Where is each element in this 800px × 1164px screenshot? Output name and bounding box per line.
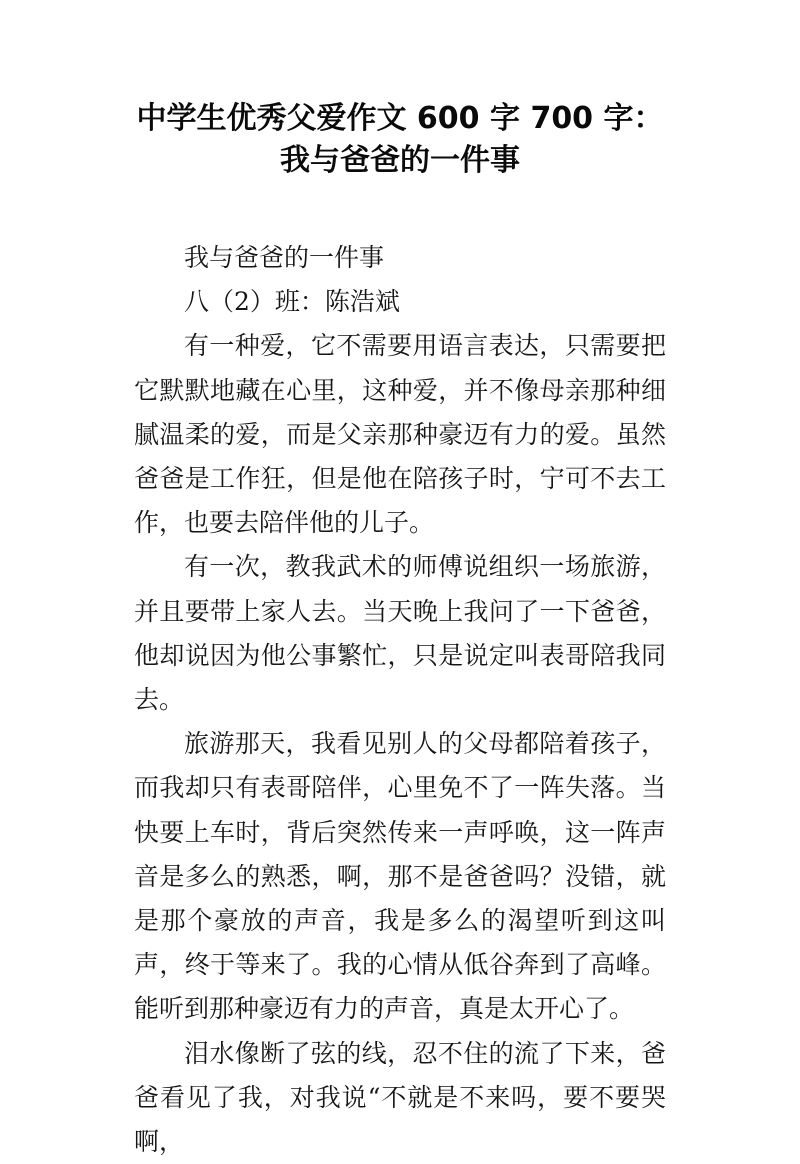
essay-body xyxy=(134,236,666,1164)
essay-title: 我与爸爸的一件事 xyxy=(184,243,385,272)
author-line: 八（2）班：陈浩斌 xyxy=(184,287,400,317)
paragraph-3: 旅游那天，我看见别人的父母都陪着孩子，而我却只有表哥陪伴，心里免不了一阵失落。当快要上车时，背后突然传来一声呼唤，这一阵声音是多么的熟悉，啊，那不是爸爸吗？没错，就是那个豪放的声音，我是多么的渴望听到这叫声，终于等来了。我的心情从低谷奔到了高峰。能听到那种豪迈有力的声音，真是太开心了。 xyxy=(134,729,666,1024)
paragraph-4: 泪水像断了弦的线，忍不住的流了下来，爸爸看见了我，对我说“不就是不来吗，要不要哭啊， xyxy=(134,1038,666,1157)
title-line-1: 中学生优秀父爱作文 600 字 700 字： xyxy=(136,101,664,136)
document-title xyxy=(100,98,700,182)
paragraph-1: 有一种爱，它不需要用语言表达，只需要把它默默地藏在心里，这种爱，并不像母亲那种细腻温柔的爱，而是父亲那种豪迈有力的爱。虽然爸爸是工作狂，但是他在陪孩子时，宁可不去工作，也要去陪伴他的儿子。 xyxy=(134,331,666,538)
paragraph-2: 有一次，教我武术的师傅说组织一场旅游，并且要带上家人去。当天晚上我问了一下爸爸，他却说因为他公事繁忙，只是说定叫表哥陪我同去。 xyxy=(134,552,666,715)
title-line-2: 我与爸爸的一件事 xyxy=(280,143,520,178)
